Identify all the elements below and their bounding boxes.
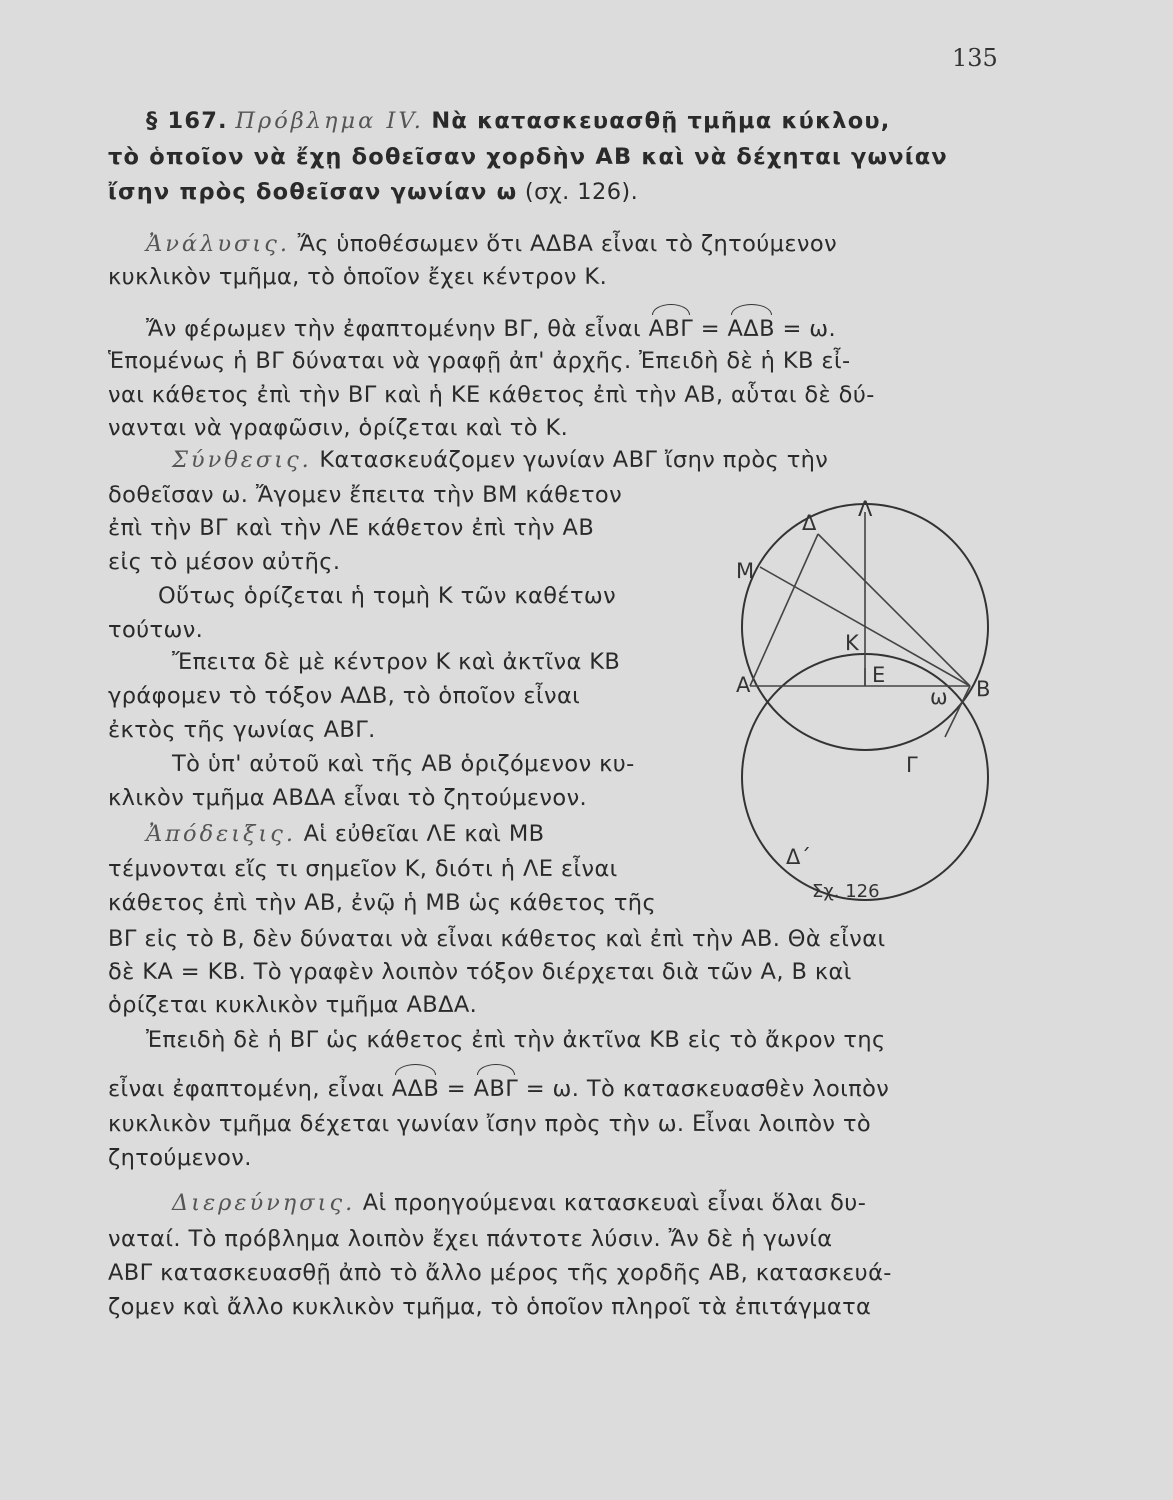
- proof-text-9: κυκλικὸν τμῆμα δέχεται γωνίαν ἴσην πρὸς τὴν ω. Εἶναι λοιπὸν τὸ: [108, 1111, 872, 1137]
- proof-text-10: ζητούμενον.: [108, 1145, 252, 1171]
- section-number: § 167.: [146, 108, 228, 134]
- label-gamma: Γ: [906, 753, 918, 777]
- page-number: 135: [952, 44, 998, 72]
- figure-126: [730, 492, 1010, 912]
- analysis-text-3: Ἄν φέρωμεν τὴν ἐφαπτομένην ΒΓ, θὰ εἶναι: [146, 316, 649, 342]
- discussion-line-1: [172, 1192, 1062, 1215]
- synthesis-text-4: εἰς τὸ μέσον αὐτῆς.: [108, 549, 341, 575]
- proof-text-8: εἶναι ἐφαπτομένη, εἶναι: [108, 1076, 392, 1102]
- figure-reference: (σχ. 126).: [524, 179, 639, 205]
- discussion-text-3: ΑΒΓ κατασκευασθῇ ἀπὸ τὸ ἄλλο μέρος τῆς χορδῆς ΑΒ, κατασκευά-: [108, 1260, 892, 1286]
- synthesis-text-2: δοθεῖσαν ω. Ἄγομεν ἔπειτα τὴν ΒΜ κάθετον: [108, 482, 623, 508]
- problem-statement-2: τὸ ὁποῖον νὰ ἔχῃ δοθεῖσαν χορδὴν ΑΒ καὶ νὰ δέχηται γωνίαν: [108, 144, 948, 170]
- label-epsilon: Ε: [872, 663, 886, 687]
- synthesis-line-1: [172, 449, 1062, 472]
- synthesis-text-5: Οὕτως ὁρίζεται ἡ τομὴ Κ τῶν καθέτων: [158, 583, 617, 609]
- discussion-label: Διερεύνησις.: [172, 1190, 356, 1216]
- proof-text-6: ὁρίζεται κυκλικὸν τμῆμα ΑΒΔΑ.: [108, 992, 478, 1018]
- analysis-line-3: [146, 318, 1036, 341]
- analysis-line-1: [146, 233, 1036, 256]
- arc-abg-2: ΑΒΓ: [473, 1076, 519, 1102]
- synthesis-text-3: ἐπὶ τὴν ΒΓ καὶ τὴν ΛΕ κάθετον ἐπὶ τὴν ΑΒ: [108, 515, 595, 541]
- problem-statement-3-line: [108, 181, 998, 204]
- tangent-bg: [945, 686, 970, 737]
- analysis-text-4: Ἑπομένως ἡ ΒΓ δύναται νὰ γραφῇ ἀπ' ἀρχῆς. Ἐπειδὴ δὲ ἡ ΚΒ εἶ-: [108, 348, 851, 374]
- arc-abg: ΑΒΓ: [648, 316, 694, 342]
- label-beta: Β: [976, 677, 991, 701]
- proof-text-5: δὲ ΚΑ = ΚΒ. Τὸ γραφὲν λοιπὸν τόξον διέρχεται διὰ τῶν Α, Β καὶ: [108, 959, 852, 985]
- analysis-text-1: Ἄς ὑποθέσωμεν ὅτι ΑΔΒΑ εἶναι τὸ ζητούμενον: [297, 231, 838, 257]
- synthesis-text-11: κλικὸν τμῆμα ΑΒΔΑ εἶναι τὸ ζητούμενον.: [108, 785, 588, 811]
- synthesis-label: Σύνθεσις.: [172, 447, 312, 473]
- label-kappa: Κ: [845, 631, 859, 655]
- problem-statement-3: ἴσην πρὸς δοθεῖσαν γωνίαν ω: [108, 179, 518, 205]
- synthesis-text-8: γράφομεν τὸ τόξον ΑΔΒ, τὸ ὁποῖον εἶναι: [108, 683, 581, 709]
- problem-heading-line: [146, 110, 1036, 133]
- proof-text-4: ΒΓ εἰς τὸ Β, δὲν δύναται νὰ εἶναι κάθετος καὶ ἐπὶ τὴν ΑΒ. Θὰ εἶναι: [108, 926, 886, 952]
- line-da: [750, 534, 818, 686]
- proof-text-3: κάθετος ἐπὶ τὴν ΑΒ, ἐνῷ ἡ ΜΒ ὡς κάθετος τῆς: [108, 890, 657, 916]
- geometry-diagram: [730, 492, 1010, 912]
- label-alpha: Α: [736, 673, 751, 697]
- analysis-text-3-end: = ω.: [774, 316, 837, 342]
- equals-sign: =: [693, 316, 728, 342]
- synthesis-text-6: τούτων.: [108, 617, 204, 643]
- arc-adb: ΑΔΒ: [727, 316, 775, 342]
- synthesis-text-7: Ἔπειτα δὲ μὲ κέντρον Κ καὶ ἀκτῖνα ΚΒ: [172, 649, 621, 675]
- problem-label: Πρόβλημα IV.: [235, 108, 424, 134]
- label-lambda: Λ: [858, 497, 873, 521]
- analysis-text-5: ναι κάθετος ἐπὶ τὴν ΒΓ καὶ ἡ ΚΕ κάθετος ἐπὶ τὴν ΑΒ, αὗται δὲ δύ-: [108, 382, 875, 408]
- proof-text-2: τέμνονται εἴς τι σημεῖον Κ, διότι ἡ ΛΕ εἶναι: [108, 856, 618, 882]
- proof-line-1: [146, 823, 751, 846]
- discussion-text-4: ζομεν καὶ ἄλλο κυκλικὸν τμῆμα, τὸ ὁποῖον πληροῖ τὰ ἐπιτάγματα: [108, 1294, 872, 1320]
- analysis-text-6: νανται νὰ γραφῶσιν, ὁρίζεται καὶ τὸ Κ.: [108, 415, 569, 441]
- arc-adb-2: ΑΔΒ: [391, 1076, 440, 1102]
- label-delta: Δ: [802, 511, 817, 535]
- label-delta-prime: Δ΄: [786, 845, 811, 869]
- equals-sign-2: =: [439, 1076, 474, 1102]
- proof-label: Ἀπόδειξις.: [146, 821, 296, 847]
- discussion-text-2: ναταί. Τὸ πρόβλημα λοιπὸν ἔχει πάντοτε λύσιν. Ἄν δὲ ἡ γωνία: [108, 1226, 833, 1252]
- proof-line-8: [108, 1078, 998, 1101]
- label-mu: Μ: [736, 559, 755, 583]
- synthesis-text-1: Κατασκευάζομεν γωνίαν ΑΒΓ ἴσην πρὸς τὴν: [319, 447, 829, 473]
- discussion-text-1: Αἱ προηγούμεναι κατασκευαὶ εἶναι ὅλαι δυ-: [362, 1190, 867, 1216]
- problem-statement-1: Νὰ κατασκευασθῇ τμῆμα κύκλου,: [431, 108, 891, 134]
- proof-text-7: Ἐπειδὴ δὲ ἡ ΒΓ ὡς κάθετος ἐπὶ τὴν ἀκτῖνα ΚΒ εἰς τὸ ἄκρον της: [146, 1027, 886, 1053]
- synthesis-text-9: ἐκτὸς τῆς γωνίας ΑΒΓ.: [108, 717, 376, 743]
- proof-text-1: Αἱ εὐθεῖαι ΛΕ καὶ ΜΒ: [303, 821, 545, 847]
- analysis-label: Ἀνάλυσις.: [146, 231, 290, 257]
- circle-lower: [742, 654, 991, 900]
- proof-text-8-end: = ω. Τὸ κατασκευασθὲν λοιπὸν: [518, 1076, 890, 1102]
- line-db: [818, 534, 970, 686]
- synthesis-text-10: Τὸ ὑπ' αὐτοῦ καὶ τῆς ΑΒ ὁριζόμενον κυ-: [172, 751, 635, 777]
- label-omega: ω: [930, 685, 948, 709]
- figure-caption: Σχ. 126: [812, 881, 880, 902]
- analysis-text-2: κυκλικὸν τμῆμα, τὸ ὁποῖον ἔχει κέντρον Κ.: [108, 264, 608, 290]
